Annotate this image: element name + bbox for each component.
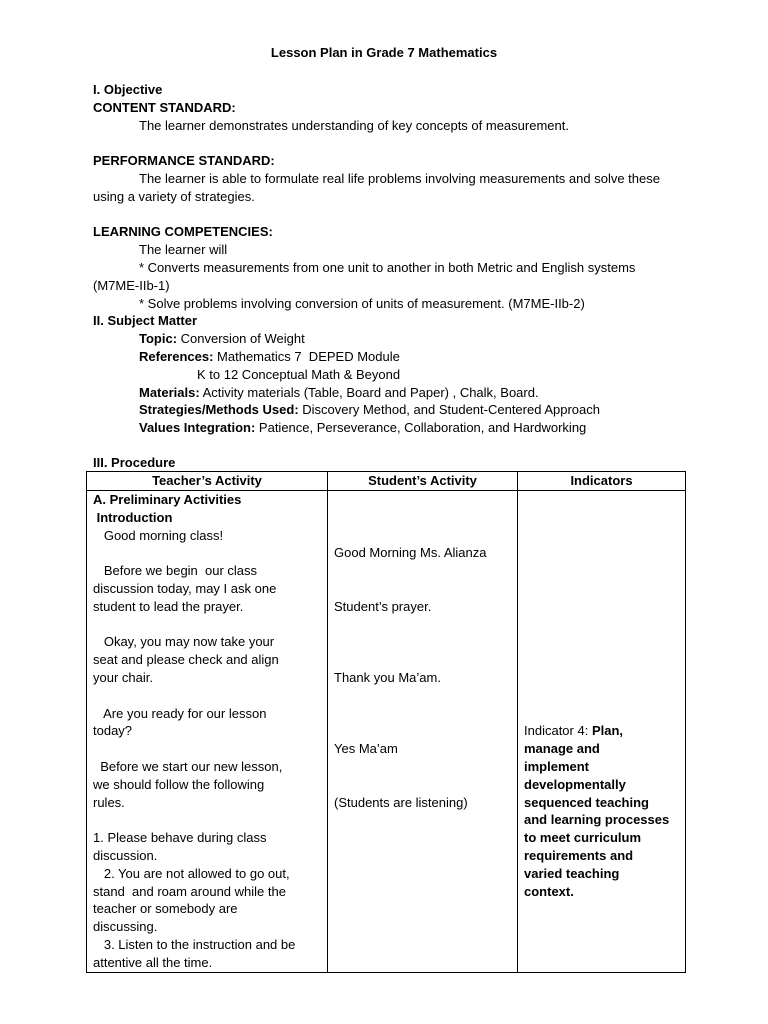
table-row — [87, 491, 686, 973]
content-standard-label: CONTENT STANDARD: — [93, 99, 236, 115]
teacher-activity-line: 2. You are not allowed to go out, — [93, 865, 290, 881]
procedure-section — [93, 454, 723, 472]
document-title: Lesson Plan in Grade 7 Mathematics — [270, 45, 498, 60]
subject-matter-heading: II. Subject Matter — [93, 313, 198, 329]
teacher-activity-line: discussion. — [93, 847, 158, 863]
references-value-1: Mathematics 7 DEPED Module — [213, 348, 400, 364]
materials-row — [93, 384, 723, 402]
teacher-activity-line: attentive all the time. — [93, 954, 213, 970]
teacher-activity-line: we should follow the following — [93, 776, 265, 792]
teacher-activity-line: 1. Please behave during class — [93, 830, 267, 846]
student-activity-line — [334, 562, 511, 580]
competencies-label: LEARNING COMPETENCIES: — [93, 224, 273, 240]
teacher-activity-line: stand and roam around while the — [93, 883, 286, 899]
content-standard-text: The learner demonstrates understanding of key concepts of measurement. — [139, 117, 569, 133]
student-activity-line — [334, 633, 511, 651]
values-value: Patience, Perseverance, Collaboration, and Hardworking — [255, 420, 587, 436]
teacher-activity-line: Before we start our new lesson, — [93, 758, 283, 774]
student-activity-line — [334, 776, 511, 794]
references-row — [93, 348, 723, 366]
teacher-activity-line: seat and please check and align — [93, 652, 279, 668]
teacher-activity-line: A. Preliminary Activities — [93, 492, 242, 507]
teacher-activity-line: teacher or somebody are — [93, 901, 238, 917]
student-activity-line: Student’s prayer. — [334, 598, 432, 614]
teacher-activity-line: discussion today, may I ask one — [93, 580, 277, 596]
topic-value: Conversion of Weight — [177, 331, 305, 347]
student-activity-line — [334, 580, 511, 598]
indicator-prefix: Indicator 4: — [524, 723, 592, 739]
references-label: References: — [139, 348, 214, 364]
teacher-activity-line — [93, 544, 321, 562]
student-activity-line — [334, 722, 511, 740]
teacher-activity-line: discussing. — [93, 919, 158, 935]
procedure-heading: III. Procedure — [93, 455, 176, 470]
teacher-activity-cell — [87, 491, 328, 973]
values-row — [93, 419, 723, 437]
performance-standard-line1: The learner is able to formulate real life problems involving measurements and solve these — [139, 170, 660, 186]
indicator-line: requirements and — [524, 847, 634, 863]
topic-label: Topic: — [139, 331, 178, 347]
indicator-line: developmentally — [524, 776, 626, 792]
indicator-line: varied teaching — [524, 865, 620, 881]
procedure-table — [86, 471, 686, 973]
topic-row — [93, 330, 723, 348]
student-activity-line — [334, 509, 511, 527]
teacher-activity-line: 3. Listen to the instruction and be — [93, 936, 296, 952]
strategies-value: Discovery Method, and Student-Centered Approach — [298, 402, 600, 418]
student-activity-line — [334, 687, 511, 705]
table-header-row — [87, 472, 686, 491]
indicator-line: Indicator 4: Plan, — [524, 723, 624, 739]
teacher-activity-line: Are you ready for our lesson — [93, 705, 267, 721]
teacher-activity-line: Before we begin our class — [93, 563, 258, 579]
teacher-activity-line — [93, 687, 321, 705]
teacher-activity-line: your chair. — [93, 669, 153, 685]
teacher-activity-line — [93, 811, 321, 829]
student-activity-line: Good Morning Ms. Alianza — [334, 545, 487, 561]
teacher-activity-line: student to lead the prayer. — [93, 598, 244, 614]
objective-heading: I. Objective — [93, 82, 163, 97]
indicator-line: and learning processes — [524, 812, 670, 828]
student-activity-line — [334, 616, 511, 634]
references-value-2: K to 12 Conceptual Math & Beyond — [197, 366, 401, 382]
indicator-line: sequenced teaching — [524, 794, 649, 810]
materials-label: Materials: — [139, 384, 200, 400]
teacher-activity-line: today? — [93, 723, 133, 739]
student-activity-line: Thank you Ma’am. — [334, 669, 441, 685]
competency-1-line2: (M7ME-IIb-1) — [93, 277, 170, 293]
performance-standard-line2: using a variety of strategies. — [93, 188, 255, 204]
teacher-activity-line: rules. — [93, 794, 125, 810]
column-header-teacher: Teacher’s Activity — [87, 472, 328, 491]
strategies-label: Strategies/Methods Used: — [139, 402, 299, 418]
teacher-activity-line: Okay, you may now take your — [93, 634, 275, 650]
performance-standard-label: PERFORMANCE STANDARD: — [93, 153, 275, 169]
indicator-line: manage and — [524, 741, 600, 757]
teacher-activity-line: Introduction — [93, 509, 173, 525]
materials-value: Activity materials (Table, Board and Paper) , Chalk, Board. — [199, 384, 539, 400]
teacher-activity-line — [93, 616, 321, 634]
student-activity-line — [334, 491, 511, 509]
competencies-intro: The learner will — [139, 242, 228, 258]
student-activity-line: Yes Ma’am — [334, 741, 398, 757]
column-header-indicators: Indicators — [518, 472, 686, 491]
objective-section — [93, 81, 723, 312]
student-activity-cell — [328, 491, 518, 973]
student-activity-line — [334, 651, 511, 669]
student-activity-line — [334, 758, 511, 776]
teacher-activity-line: Good morning class! — [93, 527, 224, 543]
teacher-activity-line — [93, 740, 321, 758]
subject-matter-section — [93, 312, 723, 437]
competency-2: * Solve problems involving conversion of units of measurement. (M7ME-IIb-2) — [139, 295, 585, 311]
student-activity-line — [334, 705, 511, 723]
values-label: Values Integration: — [139, 420, 256, 436]
indicator-line: to meet curriculum — [524, 830, 642, 846]
indicators-cell — [518, 491, 686, 973]
column-header-student: Student’s Activity — [328, 472, 518, 491]
indicator-line: context. — [524, 883, 574, 899]
indicator-line: implement — [524, 758, 590, 774]
strategies-row — [93, 401, 723, 419]
student-activity-line: (Students are listening) — [334, 794, 468, 810]
competency-1-line1: * Converts measurements from one unit to another in both Metric and English systems — [139, 259, 636, 275]
student-activity-line — [334, 527, 511, 545]
